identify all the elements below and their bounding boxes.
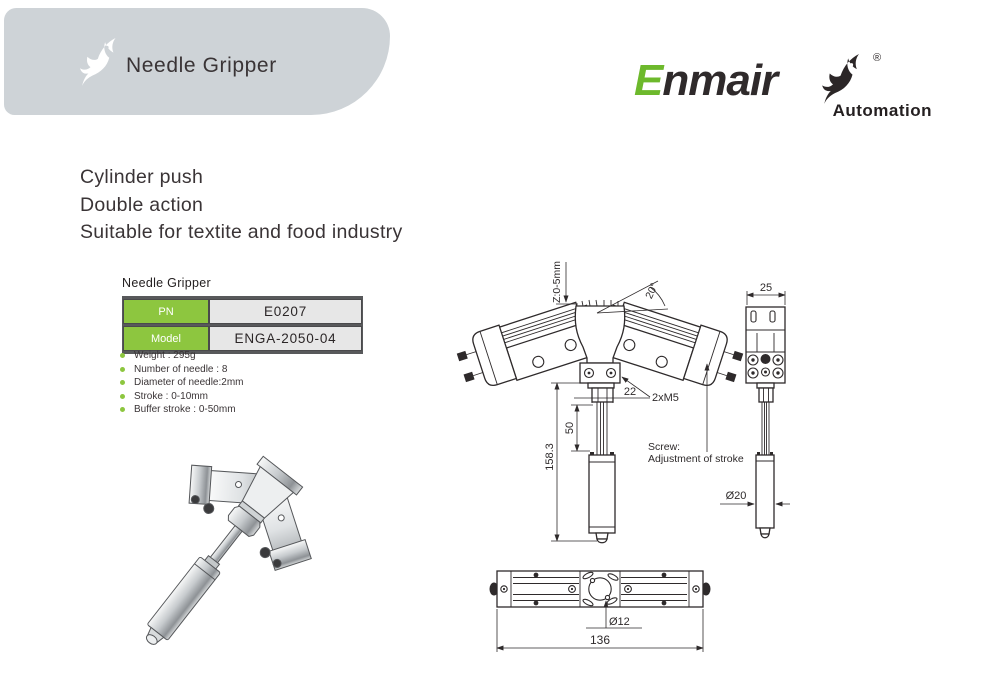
bullet-icon — [120, 394, 125, 399]
list-item: Weight : 295g — [120, 349, 244, 363]
header-banner — [4, 8, 390, 115]
bullet-icon — [120, 353, 125, 358]
bottom-view-drawing — [490, 571, 711, 652]
dolphin-icon — [80, 38, 126, 88]
list-item: Stroke : 0-10mm — [120, 390, 244, 404]
page-title: Needle Gripper — [126, 54, 277, 77]
spec-label-cell: PN — [123, 299, 209, 324]
side-view-drawing — [720, 282, 790, 538]
technical-drawing — [440, 252, 945, 667]
headline-line: Suitable for textite and food industry — [80, 221, 403, 243]
brand-wordmark-lead: E — [634, 56, 663, 105]
headline-line: Cylinder push — [80, 166, 204, 188]
spec-value-cell: ENGA-2050-04 — [209, 326, 362, 351]
3d-product-image — [126, 430, 376, 665]
screw-note-line2: Adjustment of stroke — [648, 453, 744, 465]
product-headline — [80, 164, 403, 247]
list-item: Diameter of needle:2mm — [120, 376, 244, 390]
spec-table-title: Needle Gripper — [122, 276, 211, 290]
dim-hole-diameter: Ø12 — [609, 616, 630, 628]
feature-list — [120, 349, 244, 417]
dim-stroke-length: 50 — [564, 421, 576, 435]
bullet-icon — [120, 380, 125, 385]
screw-note-line1: Screw: — [648, 441, 681, 453]
front-view-drawing — [452, 261, 747, 543]
dim-angle: 20° — [643, 281, 661, 301]
list-item: Number of needle : 8 — [120, 363, 244, 377]
list-item: Buffer stroke : 0-50mm — [120, 403, 244, 417]
dim-overall-height: 158.3 — [544, 443, 556, 471]
brand-wordmark-rest: nmair — [662, 56, 778, 105]
dim-cylinder-diameter: Ø20 — [725, 490, 747, 502]
table-row — [123, 326, 362, 351]
dim-thread: 2xM5 — [652, 392, 679, 404]
brand-dolphin-icon — [820, 54, 872, 106]
bullet-icon — [120, 407, 125, 412]
registered-trademark: ® — [873, 52, 882, 64]
spec-value-cell: E0207 — [209, 299, 362, 324]
brand-wordmark — [634, 56, 777, 106]
headline-line: Double action — [80, 193, 204, 216]
dim-overall-length: 136 — [589, 633, 611, 647]
table-row — [123, 299, 362, 324]
brand-logo — [630, 50, 940, 125]
spec-table — [122, 296, 363, 354]
brand-subtitle: Automation — [832, 101, 932, 120]
spec-label-cell: Model — [123, 326, 209, 351]
dim-needle-stroke: Z:0-5mm — [551, 261, 563, 303]
bullet-icon — [120, 367, 125, 372]
dim-body-width: 25 — [759, 282, 773, 294]
dim-nut-width: 22 — [623, 386, 637, 398]
